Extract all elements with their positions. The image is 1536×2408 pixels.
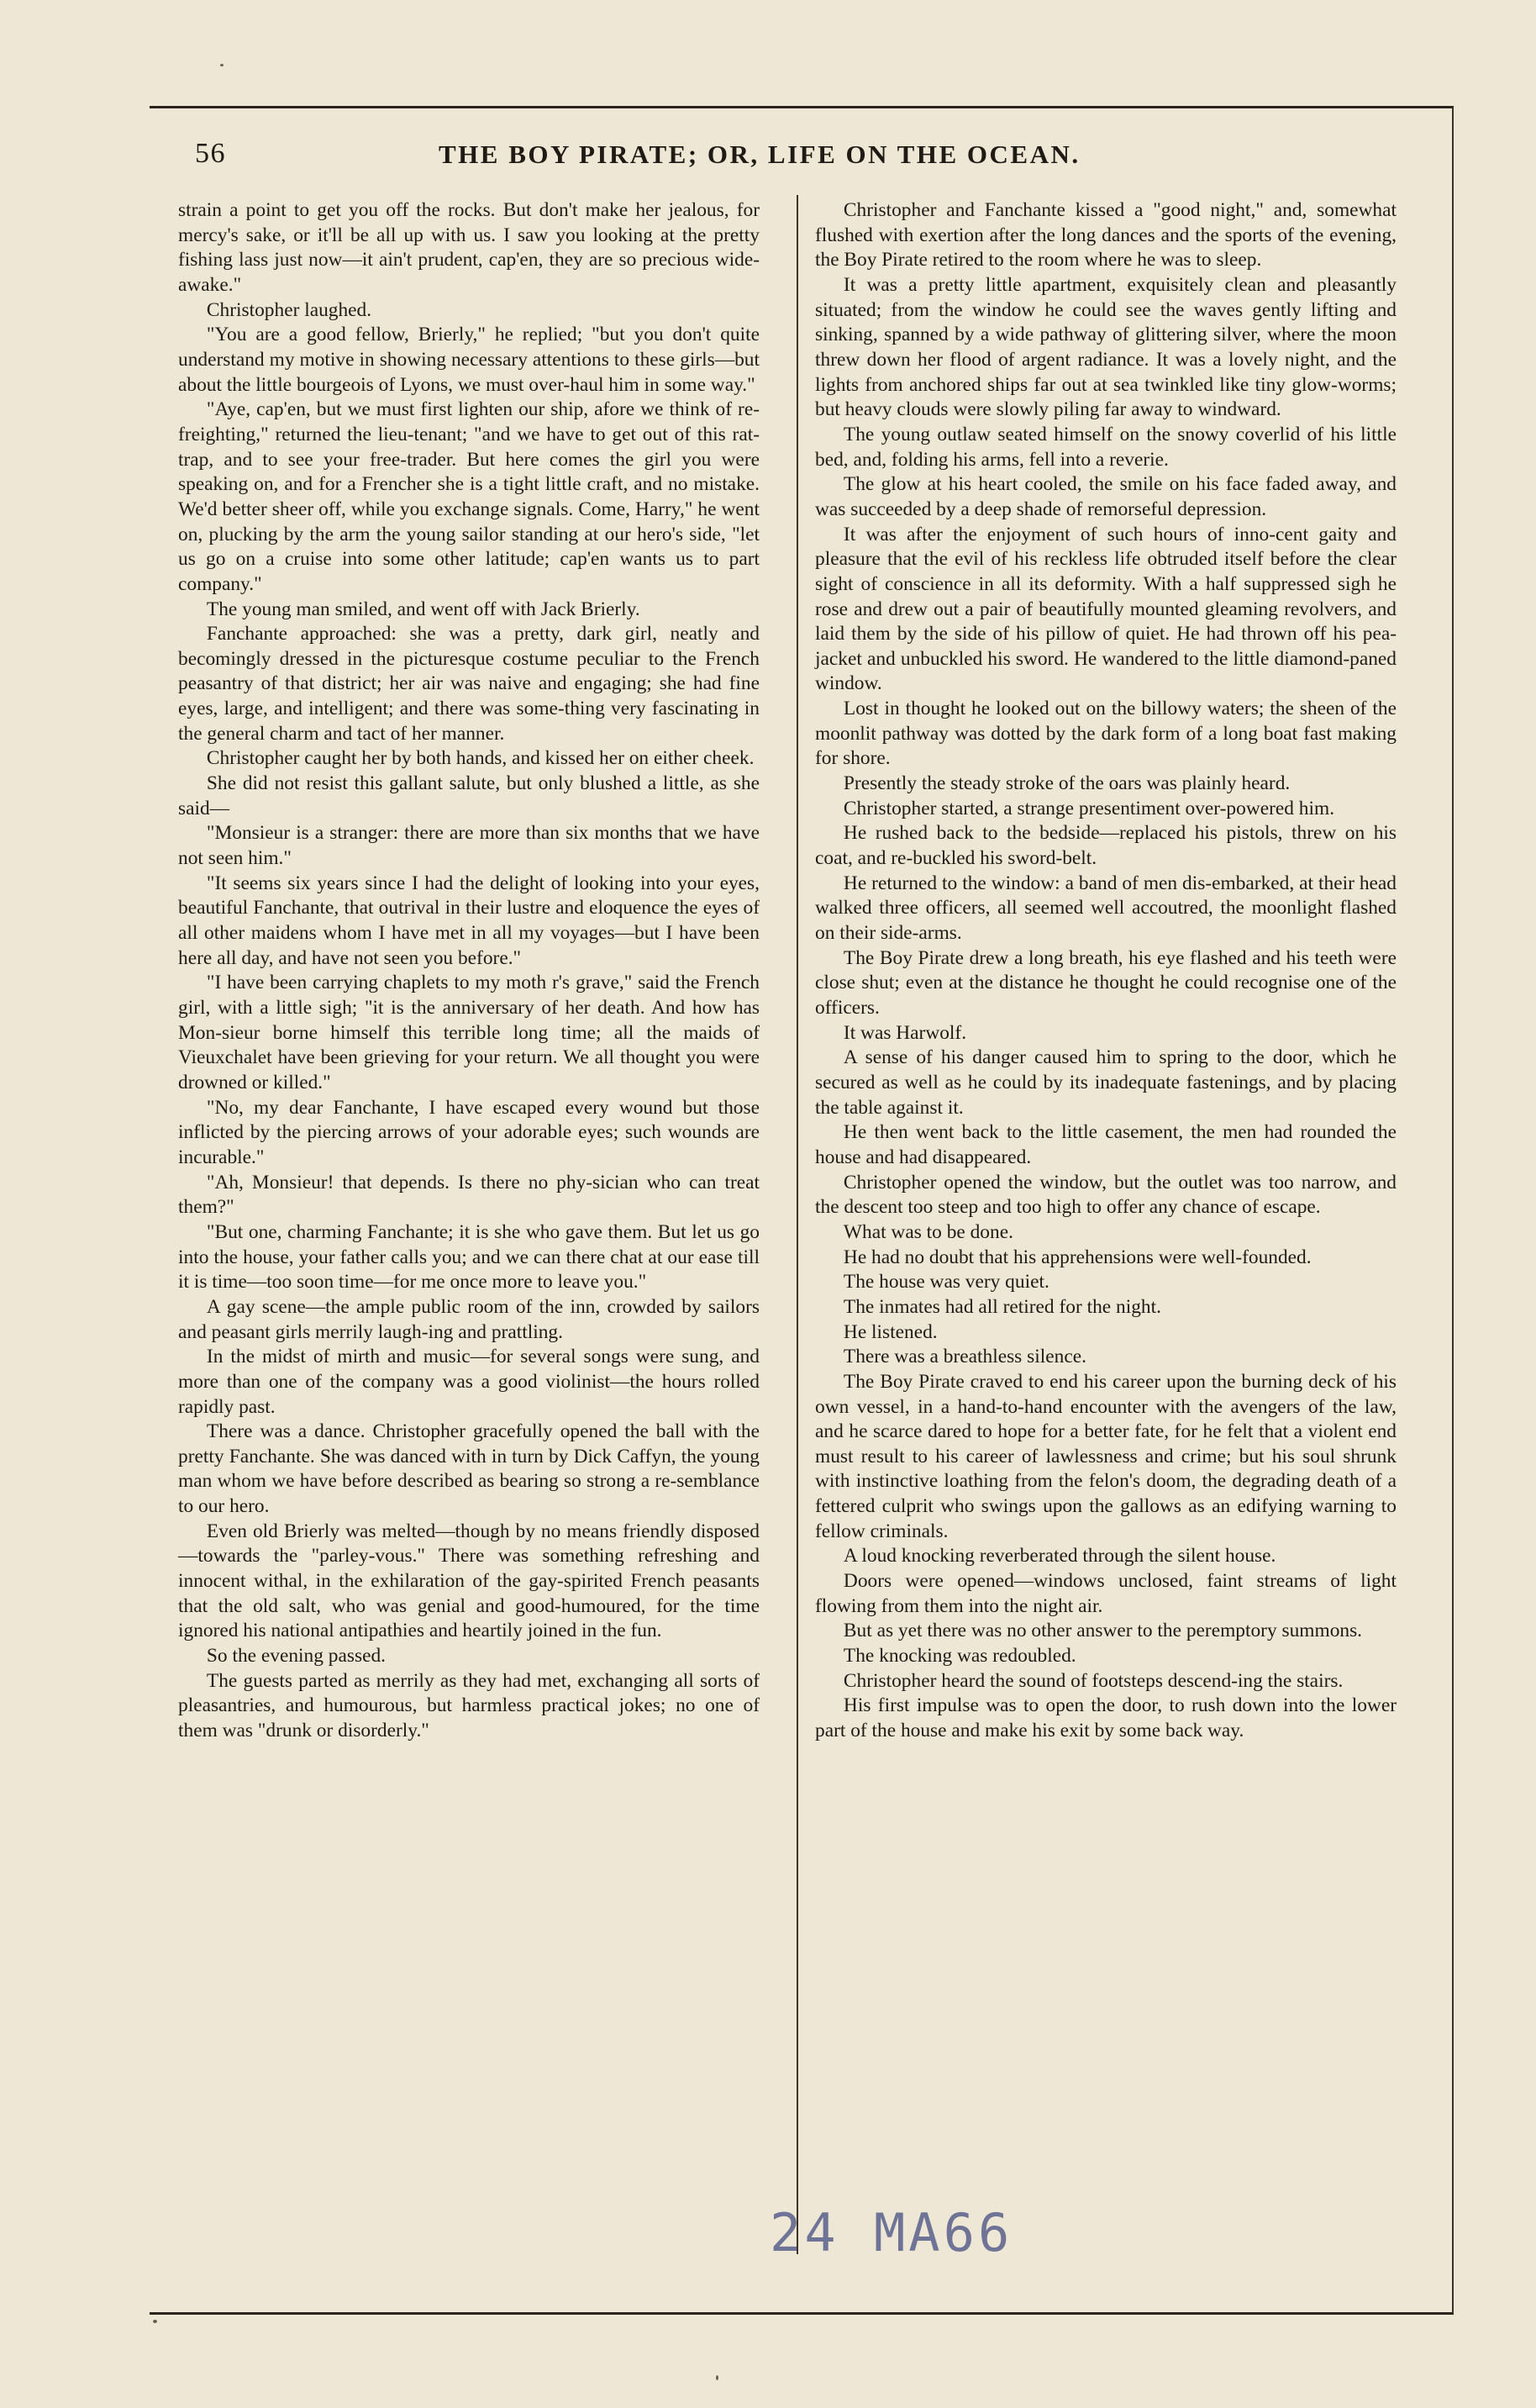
paragraph: He listened. [843,1320,938,1343]
paragraph: Christopher heard the sound of footsteps descend-ing the stairs. [843,1669,1344,1692]
paragraph: He had no doubt that his apprehensions were well-founded. [843,1246,1312,1268]
paragraph: In the midst of mirth and music—for several songs were sung, and more than one of the company was a good violinist—the hours rolled rapidly past. [178,1346,760,1418]
paragraph: She did not resist this gallant salute, but only blushed a little, as she said— [178,772,760,819]
column-divider [797,195,798,2254]
paragraph: The guests parted as merrily as they had met, exchanging all sorts of pleasantries, and humourous, but harmless practical jokes; no one of them was "drunk or disorderly." [178,1669,760,1742]
paragraph: He returned to the window: a band of men dis-embarked, at their head walked three officers, all seemed well accoutred, the moonlight flashed on their side-arms. [815,872,1397,945]
paragraph: But as yet there was no other answer to the peremptory summons. [843,1620,1363,1642]
paragraph: Lost in thought he looked out on the billowy waters; the sheen of the moonlit pathway was dotted by the dark form of a long boat fast making for shore. [815,698,1397,770]
paragraph: So the evening passed. [206,1645,386,1668]
paragraph: Even old Brierly was melted—though by no means friendly disposed—towards the "parley-vous." There was something refreshing and innocent withal, in the exhilaration of the gay-spirited French peasants that the old salt, who was genial and good-humoured, for the time ignored his national antipathies and heartily joined in the fun. [178,1520,760,1642]
page-header [195,134,1439,177]
paragraph: Christopher and Fanchante kissed a "good night," and, somewhat flushed with exertion after the long dances and the sports of the evening, the Boy Pirate retired to the room where he was to sleep. [815,199,1397,271]
paragraph: The inmates had all retired for the night. [843,1295,1161,1318]
paragraph: There was a dance. Christopher gracefully opened the ball with the pretty Fanchante. She was danced with in turn by Dick Caffyn, the young man whom we have before described as bearing so strong a re-semblance to our hero. [178,1420,760,1518]
paragraph: Christopher started, a strange presentiment over-powered him. [843,797,1335,819]
paragraph: strain a point to get you off the rocks. But don't make her jealous, for mercy's sake, or it'll be all up with us. I saw you looking at the pretty fishing lass just now—it ain't prudent, cap'en, they are so precious wide-awake." [178,199,760,296]
paragraph: Presently the steady stroke of the oars was plainly heard. [843,772,1291,795]
paragraph: It was Harwolf. [843,1021,967,1044]
paragraph: Doors were opened—windows unclosed, faint streams of light flowing from them into the night air. [815,1570,1397,1617]
paragraph: Christopher laughed. [206,298,372,321]
paragraph: "It seems six years since I had the delight of looking into your eyes, beautiful Fanchante, that outrival in their lustre and eloquence the eyes of all other maidens whom I have met in all my voyages—but I have been here all day, and have not seen you before." [178,872,760,969]
paper-speck [220,64,224,66]
paragraph: The young outlaw seated himself on the snowy coverlid of his little bed, and, folding his arms, fell into a reverie. [815,423,1397,471]
paragraph: "But one, charming Fanchante; it is she who gave them. But let us go into the house, your father calls you; and we can there chat at our ease till it is time—too soon time—for me once more to leave you." [178,1220,760,1294]
paper-speck [716,2375,718,2380]
paragraph: A sense of his danger caused him to spring to the door, which he secured as well as he could by its inadequate fastenings, and by placing the table against it. [815,1046,1397,1119]
paragraph: "I have been carrying chaplets to my moth r's grave," said the French girl, with a little sigh; "it is the anniversary of her death. And how has Mon-sieur borne himself this terrible long time; all the maids of Vieuxchalet have been grieving for your return. We all thought you were drowned or killed." [178,972,760,1093]
paragraph: The Boy Pirate drew a long breath, his eye flashed and his teeth were close shut; even at the distance he thought he could recognise one of the officers. [815,946,1397,1019]
paragraph: It was after the enjoyment of such hours of inno-cent gaity and pleasure that the evil of his reckless life obtruded itself before the clear sight of conscience in all its deformity. With a half suppressed sigh he rose and drew out a pair of beautifully mounted gleaming revolvers, and laid them by the side of his pillow of quiet. He had thrown off his pea-jacket and unbuckled his sword. He wandered to the little diamond-paned window. [815,523,1397,695]
paragraph: A loud knocking reverberated through the silent house. [843,1545,1276,1568]
paragraph: "No, my dear Fanchante, I have escaped every wound but those inflicted by the piercing arrows of your adorable eyes; such wounds are incurable." [178,1096,760,1168]
paragraph: The young man smiled, and went off with Jack Brierly. [206,598,640,620]
paragraph: The glow at his heart cooled, the smile on his face faded away, and was succeeded by a deep shade of remorseful depression. [815,473,1397,520]
date-stamp: 24 MA66 [770,2202,1013,2263]
paragraph: "Ah, Monsieur! that depends. Is there no phy-sician who can treat them?" [178,1171,760,1219]
paragraph: Christopher opened the window, but the outlet was too narrow, and the descent too steep and too high to offer any chance of escape. [815,1171,1397,1219]
paragraph: The house was very quiet. [843,1271,1049,1294]
paragraph: "You are a good fellow, Brierly," he replied; "but you don't quite understand my motive in showing necessary attentions to these girls—but about the little bourgeois of Lyons, we must over-haul him in some way." [178,324,760,396]
paragraph: The Boy Pirate craved to end his career upon the burning deck of his own vessel, in a hand-to-hand encounter with the avengers of the law, and he scarce dared to hope for a better fate, for he felt that a violent end must result to his career of lawlessness and crime; but his soul shrunk with instinctive loathing from the felon's doom, the degrading death of a fettered culprit who swings upon the gallows as an edifying warning to fellow criminals. [815,1370,1397,1542]
paragraph: A gay scene—the ample public room of the inn, crowded by sailors and peasant girls merrily laugh-ing and prattling. [178,1295,760,1343]
left-column [178,198,760,1744]
right-column [815,198,1397,1744]
paper-speck [153,2320,157,2323]
paragraph: He then went back to the little casement, the men had rounded the house and had disappeared. [815,1121,1397,1168]
paragraph: It was a pretty little apartment, exquisitely clean and pleasantly situated; from the window he could see the waves gently lifting and sinking, spanned by a wide pathway of glittering silver, where the moon threw down her flood of argent radiance. It was a lovely night, and the lights from anchored ships far out at sea twinkled like tiny glow-worms; but heavy clouds were slowly piling far away to windward. [815,273,1397,421]
paragraph: "Aye, cap'en, but we must first lighten our ship, afore we think of re-freighting," returned the lieu-tenant; "and we have to get out of this rat-trap, and to see your free-trader. But here comes the girl you were speaking on, and for a Frencher she is a tight little craft, and no mistake. We'd better sheer off, while you exchange signals. Come, Harry," he went on, plucking by the arm the young sailor standing at our hero's side, "let us go on a cruise into some other latitude; cap'en wants us to part company." [178,398,760,595]
paragraph: He rushed back to the bedside—replaced his pistols, threw on his coat, and re-buckled his sword-belt. [815,822,1397,870]
paragraph: "Monsieur is a stranger: there are more than six months that we have not seen him." [178,822,760,870]
paragraph: What was to be done. [843,1220,1013,1243]
paragraph: The knocking was redoubled. [843,1645,1076,1668]
paragraph: There was a breathless silence. [843,1346,1086,1368]
paragraph: Christopher caught her by both hands, and kissed her on either cheek. [206,747,755,770]
paragraph: His first impulse was to open the door, to rush down into the lower part of the house and make his exit by some back way. [815,1694,1397,1742]
page-number: 56 [195,138,226,169]
paragraph: Fanchante approached: she was a pretty, dark girl, neatly and becomingly dressed in the picturesque costume peculiar to the French peasantry of that district; her air was naive and engaging; she had fine eyes, large, and intelligent; and there was some-thing very fascinating in the general charm and tact of her manner. [178,623,760,745]
running-title: THE BOY PIRATE; OR, LIFE ON THE OCEAN. [439,140,1081,169]
